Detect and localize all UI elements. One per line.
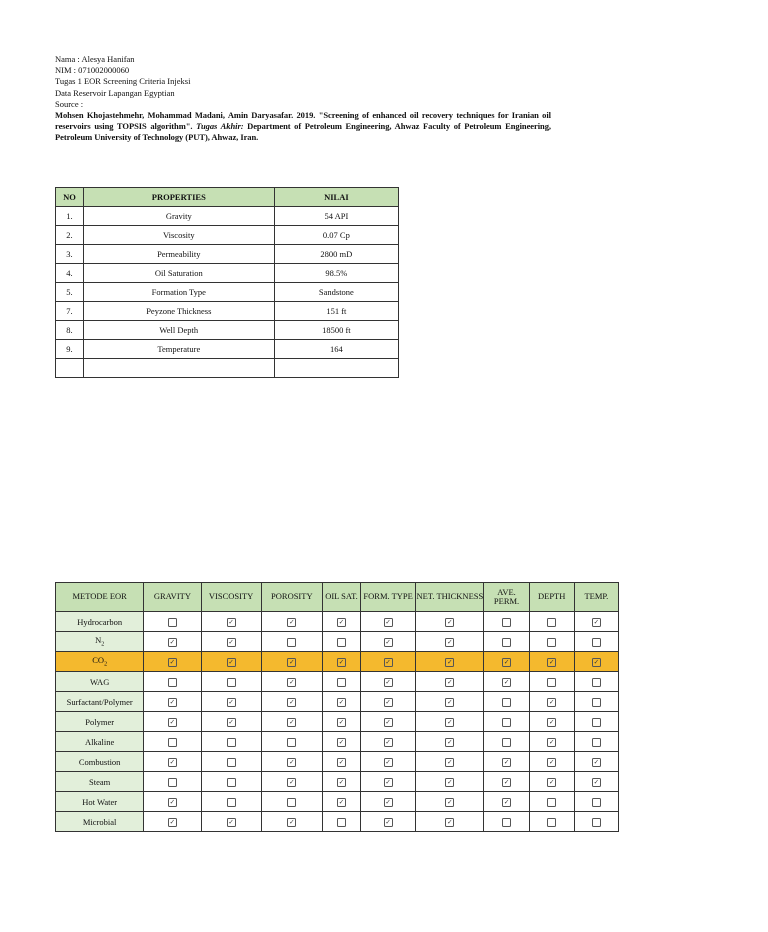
checked-box-icon: ✓ — [228, 717, 234, 726]
col-header-properties: PROPERTIES — [83, 188, 274, 207]
empty-box-icon — [502, 638, 511, 647]
eor-check-cell — [322, 772, 360, 792]
eor-check-cell — [529, 652, 574, 672]
eor-check-cell — [361, 632, 416, 652]
empty-box-icon — [592, 798, 601, 807]
eor-check-cell — [529, 672, 574, 692]
eor-check-cell — [529, 632, 574, 652]
empty-box-icon — [547, 638, 556, 647]
eor-check-cell — [201, 712, 261, 732]
table-row — [56, 321, 399, 340]
source-citation — [55, 110, 551, 144]
eor-check-cell — [416, 732, 484, 752]
checked-box-icon: ✓ — [338, 757, 345, 766]
eor-row — [56, 712, 619, 732]
checked-box-icon: ✓ — [447, 697, 453, 706]
cell-property: Viscosity — [83, 226, 274, 245]
checked-box-icon: ✓ — [593, 757, 600, 766]
eor-check-cell — [144, 732, 201, 752]
eor-row — [56, 732, 619, 752]
checked-box-icon: ✓ — [338, 777, 345, 786]
checked-box-icon: ✓ — [289, 697, 295, 706]
eor-check-cell — [361, 772, 416, 792]
cell-property — [83, 359, 274, 378]
eor-check-cell — [261, 632, 322, 652]
cell-value: Sandstone — [274, 283, 398, 302]
checked-box-icon: ✓ — [503, 657, 510, 666]
eor-check-cell — [416, 712, 484, 732]
checked-box-icon: ✓ — [289, 817, 295, 826]
checked-box-icon: ✓ — [548, 757, 555, 766]
eor-check-cell — [361, 692, 416, 712]
empty-box-icon — [168, 678, 177, 687]
checked-box-icon: ✓ — [503, 757, 510, 766]
eor-check-cell — [574, 612, 618, 632]
checked-box-icon: ✓ — [548, 777, 555, 786]
eor-col-header: VISCOSITY — [201, 583, 261, 612]
cell-value: 18500 ft — [274, 321, 398, 340]
eor-check-cell — [484, 612, 529, 632]
eor-check-cell — [261, 792, 322, 812]
cell-value: 54 API — [274, 207, 398, 226]
checked-box-icon: ✓ — [385, 817, 391, 826]
eor-check-cell — [484, 752, 529, 772]
checked-box-icon: ✓ — [447, 817, 453, 826]
checked-box-icon: ✓ — [385, 657, 391, 666]
empty-box-icon — [337, 818, 346, 827]
table-row — [56, 283, 399, 302]
checked-box-icon: ✓ — [548, 657, 555, 666]
eor-col-header: POROSITY — [261, 583, 322, 612]
eor-method-name: $N_2$ — [56, 632, 144, 652]
eor-method-name: Steam — [56, 772, 144, 792]
empty-box-icon — [502, 818, 511, 827]
eor-check-cell — [261, 732, 322, 752]
checked-box-icon: ✓ — [593, 617, 600, 626]
eor-check-cell — [484, 732, 529, 752]
assignment-title: Tugas 1 EOR Screening Criteria Injeksi — [55, 76, 191, 87]
empty-box-icon — [592, 698, 601, 707]
eor-check-cell — [529, 612, 574, 632]
eor-check-cell — [484, 632, 529, 652]
checked-box-icon: ✓ — [289, 677, 295, 686]
eor-check-cell — [201, 652, 261, 672]
checked-box-icon: ✓ — [447, 617, 453, 626]
empty-box-icon — [592, 818, 601, 827]
eor-check-cell — [574, 752, 618, 772]
source-label: Source : — [55, 98, 84, 109]
eor-check-cell — [484, 772, 529, 792]
eor-row — [56, 632, 619, 652]
cell-value: 0.07 Cp — [274, 226, 398, 245]
eor-check-cell — [361, 712, 416, 732]
eor-check-cell — [574, 732, 618, 752]
eor-check-cell — [322, 692, 360, 712]
eor-check-cell — [322, 712, 360, 732]
checked-box-icon: ✓ — [447, 717, 453, 726]
student-id: NIM : 071002000060 — [55, 65, 130, 76]
eor-check-cell — [416, 632, 484, 652]
checked-box-icon: ✓ — [447, 737, 453, 746]
eor-check-cell — [261, 612, 322, 632]
cell-value: 164 — [274, 340, 398, 359]
checked-box-icon: ✓ — [385, 757, 391, 766]
eor-check-cell — [201, 812, 261, 832]
eor-check-cell — [574, 772, 618, 792]
empty-box-icon — [227, 738, 236, 747]
eor-check-cell — [201, 772, 261, 792]
checked-box-icon: ✓ — [169, 697, 176, 706]
eor-check-cell — [574, 632, 618, 652]
eor-check-cell — [484, 672, 529, 692]
eor-check-cell — [261, 652, 322, 672]
eor-check-cell — [361, 652, 416, 672]
eor-check-cell — [201, 732, 261, 752]
eor-check-cell — [574, 672, 618, 692]
eor-col-header: METODE EOR — [56, 583, 144, 612]
checked-box-icon: ✓ — [503, 777, 510, 786]
table-row — [56, 245, 399, 264]
eor-check-cell — [416, 652, 484, 672]
eor-method-name: Combustion — [56, 752, 144, 772]
empty-box-icon — [592, 678, 601, 687]
eor-col-header: GRAVITY — [144, 583, 201, 612]
cell-property: Oil Saturation — [83, 264, 274, 283]
checked-box-icon: ✓ — [447, 797, 453, 806]
checked-box-icon: ✓ — [289, 617, 295, 626]
eor-row — [56, 772, 619, 792]
eor-method-name: Alkaline — [56, 732, 144, 752]
eor-check-cell — [144, 812, 201, 832]
eor-col-header: DEPTH — [529, 583, 574, 612]
checked-box-icon: ✓ — [228, 697, 234, 706]
eor-check-cell — [201, 672, 261, 692]
eor-col-header: TEMP. — [574, 583, 618, 612]
checked-box-icon: ✓ — [593, 657, 600, 666]
empty-box-icon — [592, 738, 601, 747]
eor-check-cell — [261, 772, 322, 792]
cell-property: Peyzone Thickness — [83, 302, 274, 321]
checked-box-icon: ✓ — [385, 617, 391, 626]
checked-box-icon: ✓ — [503, 677, 510, 686]
eor-check-cell — [574, 692, 618, 712]
table-row — [56, 340, 399, 359]
col-header-no: NO — [56, 188, 84, 207]
table-header-row — [56, 188, 399, 207]
checked-box-icon: ✓ — [385, 677, 391, 686]
checked-box-icon: ✓ — [338, 737, 345, 746]
eor-row — [56, 612, 619, 632]
cell-property: Well Depth — [83, 321, 274, 340]
empty-box-icon — [287, 638, 296, 647]
eor-check-cell — [416, 612, 484, 632]
eor-check-cell — [144, 712, 201, 732]
eor-check-cell — [416, 792, 484, 812]
table-row — [56, 359, 399, 378]
eor-col-header: AVE. PERM. — [484, 583, 529, 612]
empty-box-icon — [168, 738, 177, 747]
checked-box-icon: ✓ — [548, 697, 555, 706]
checked-box-icon: ✓ — [385, 737, 391, 746]
empty-box-icon — [227, 678, 236, 687]
checked-box-icon: ✓ — [338, 617, 345, 626]
empty-box-icon — [287, 798, 296, 807]
checked-box-icon: ✓ — [228, 637, 234, 646]
eor-check-cell — [261, 692, 322, 712]
eor-check-cell — [322, 752, 360, 772]
empty-box-icon — [287, 738, 296, 747]
cell-property: Temperature — [83, 340, 274, 359]
eor-check-cell — [416, 692, 484, 712]
eor-check-cell — [484, 792, 529, 812]
empty-box-icon — [337, 638, 346, 647]
eor-check-cell — [261, 752, 322, 772]
eor-check-cell — [322, 672, 360, 692]
checked-box-icon: ✓ — [169, 817, 176, 826]
eor-check-cell — [144, 772, 201, 792]
checked-box-icon: ✓ — [169, 637, 176, 646]
eor-check-cell — [361, 732, 416, 752]
empty-box-icon — [502, 738, 511, 747]
eor-check-cell — [574, 652, 618, 672]
checked-box-icon: ✓ — [447, 677, 453, 686]
checked-box-icon: ✓ — [338, 797, 345, 806]
eor-check-cell — [529, 712, 574, 732]
checked-box-icon: ✓ — [289, 757, 295, 766]
checked-box-icon: ✓ — [289, 657, 295, 666]
cell-value: 151 ft — [274, 302, 398, 321]
cell-no: 5. — [56, 283, 84, 302]
eor-check-cell — [322, 612, 360, 632]
eor-check-cell — [144, 752, 201, 772]
eor-check-cell — [144, 652, 201, 672]
checked-box-icon: ✓ — [228, 657, 234, 666]
eor-check-cell — [574, 712, 618, 732]
eor-check-cell — [201, 612, 261, 632]
eor-check-cell — [529, 692, 574, 712]
empty-box-icon — [547, 618, 556, 627]
checked-box-icon: ✓ — [447, 637, 453, 646]
cell-property: Formation Type — [83, 283, 274, 302]
eor-method-name: Hot Water — [56, 792, 144, 812]
eor-method-name: Hydrocarbon — [56, 612, 144, 632]
checked-box-icon: ✓ — [228, 817, 234, 826]
eor-check-cell — [361, 752, 416, 772]
checked-box-icon: ✓ — [289, 717, 295, 726]
table-row — [56, 226, 399, 245]
cell-no: 3. — [56, 245, 84, 264]
eor-row — [56, 652, 619, 672]
eor-check-cell — [144, 632, 201, 652]
empty-box-icon — [547, 678, 556, 687]
citation-rest: Department of Petroleum Engineering, Ahwaz Faculty of Petroleum Engineering, Petroleum University of Technology (PUT), Ahwaz, Iran. — [55, 121, 552, 143]
checked-box-icon: ✓ — [447, 657, 453, 666]
cell-no — [56, 359, 84, 378]
eor-check-cell — [574, 812, 618, 832]
empty-box-icon — [547, 798, 556, 807]
empty-box-icon — [592, 718, 601, 727]
data-description: Data Reservoir Lapangan Egyptian — [55, 87, 175, 98]
checked-box-icon: ✓ — [447, 757, 453, 766]
citation-italic: Tugas Akhir: — [196, 121, 244, 132]
eor-check-cell — [529, 792, 574, 812]
checked-box-icon: ✓ — [169, 717, 176, 726]
empty-box-icon — [502, 698, 511, 707]
eor-check-cell — [261, 712, 322, 732]
eor-method-name: WAG — [56, 672, 144, 692]
eor-check-cell — [322, 652, 360, 672]
checked-box-icon: ✓ — [169, 797, 176, 806]
eor-header-row — [56, 583, 619, 612]
checked-box-icon: ✓ — [503, 797, 510, 806]
document-header — [55, 54, 551, 144]
eor-check-cell — [201, 632, 261, 652]
eor-check-cell — [529, 812, 574, 832]
cell-value — [274, 359, 398, 378]
eor-col-header: FORM. TYPE — [361, 583, 416, 612]
eor-method-name: $CO_2$ — [56, 652, 144, 672]
checked-box-icon: ✓ — [548, 737, 555, 746]
eor-method-name: Polymer — [56, 712, 144, 732]
eor-check-cell — [322, 732, 360, 752]
cell-property: Gravity — [83, 207, 274, 226]
eor-check-cell — [144, 692, 201, 712]
empty-box-icon — [502, 618, 511, 627]
eor-check-cell — [201, 692, 261, 712]
eor-check-cell — [416, 772, 484, 792]
eor-row — [56, 672, 619, 692]
eor-check-cell — [261, 812, 322, 832]
checked-box-icon: ✓ — [289, 777, 295, 786]
checked-box-icon: ✓ — [385, 697, 391, 706]
cell-no: 8. — [56, 321, 84, 340]
eor-check-cell — [484, 652, 529, 672]
eor-check-cell — [529, 752, 574, 772]
eor-row — [56, 692, 619, 712]
cell-no: 9. — [56, 340, 84, 359]
checked-box-icon: ✓ — [548, 717, 555, 726]
eor-check-cell — [416, 812, 484, 832]
cell-no: 2. — [56, 226, 84, 245]
eor-method-name: Microbial — [56, 812, 144, 832]
empty-box-icon — [168, 778, 177, 787]
student-name: Nama : Alesya Hanifan — [55, 54, 135, 64]
checked-box-icon: ✓ — [385, 637, 391, 646]
checked-box-icon: ✓ — [593, 777, 600, 786]
eor-row — [56, 752, 619, 772]
empty-box-icon — [227, 758, 236, 767]
table-row — [56, 302, 399, 321]
table-row — [56, 264, 399, 283]
eor-check-cell — [529, 732, 574, 752]
cell-property: Permeability — [83, 245, 274, 264]
eor-check-cell — [416, 672, 484, 692]
cell-no: 1. — [56, 207, 84, 226]
checked-box-icon: ✓ — [338, 717, 345, 726]
eor-check-cell — [144, 792, 201, 812]
checked-box-icon: ✓ — [338, 697, 345, 706]
eor-check-cell — [144, 612, 201, 632]
cell-no: 4. — [56, 264, 84, 283]
cell-value: 2800 mD — [274, 245, 398, 264]
eor-col-header: NET. THICKNESS — [416, 583, 484, 612]
eor-check-cell — [361, 612, 416, 632]
empty-box-icon — [502, 718, 511, 727]
eor-check-cell — [484, 692, 529, 712]
col-header-nilai: NILAI — [274, 188, 398, 207]
checked-box-icon: ✓ — [385, 717, 391, 726]
cell-value: 98.5% — [274, 264, 398, 283]
eor-check-cell — [201, 752, 261, 772]
eor-row — [56, 792, 619, 812]
eor-check-cell — [574, 792, 618, 812]
checked-box-icon: ✓ — [228, 617, 234, 626]
eor-screening-table — [55, 582, 619, 832]
checked-box-icon: ✓ — [447, 777, 453, 786]
checked-box-icon: ✓ — [169, 757, 176, 766]
eor-check-cell — [322, 632, 360, 652]
eor-check-cell — [484, 712, 529, 732]
eor-check-cell — [529, 772, 574, 792]
empty-box-icon — [547, 818, 556, 827]
eor-check-cell — [144, 672, 201, 692]
eor-method-name: Surfactant/Polymer — [56, 692, 144, 712]
checked-box-icon: ✓ — [385, 777, 391, 786]
eor-check-cell — [201, 792, 261, 812]
eor-check-cell — [361, 672, 416, 692]
eor-row — [56, 812, 619, 832]
reservoir-properties-table — [55, 187, 399, 378]
eor-check-cell — [361, 812, 416, 832]
checked-box-icon: ✓ — [385, 797, 391, 806]
eor-col-header: OIL SAT. — [322, 583, 360, 612]
eor-check-cell — [361, 792, 416, 812]
eor-check-cell — [484, 812, 529, 832]
cell-no: 7. — [56, 302, 84, 321]
empty-box-icon — [592, 638, 601, 647]
empty-box-icon — [337, 678, 346, 687]
checked-box-icon: ✓ — [338, 657, 345, 666]
eor-check-cell — [261, 672, 322, 692]
empty-box-icon — [227, 798, 236, 807]
empty-box-icon — [168, 618, 177, 627]
eor-check-cell — [322, 812, 360, 832]
eor-check-cell — [416, 752, 484, 772]
table-row — [56, 207, 399, 226]
citation-text: Mohsen Khojastehmehr, Mohammad Madani, Amin Daryasafar. 2019. "Screening of enhanced oil recovery techniques for Iranian oil reservoirs using TOPSIS algorithm". — [55, 110, 551, 132]
checked-box-icon: ✓ — [169, 657, 176, 666]
empty-box-icon — [227, 778, 236, 787]
eor-check-cell — [322, 792, 360, 812]
